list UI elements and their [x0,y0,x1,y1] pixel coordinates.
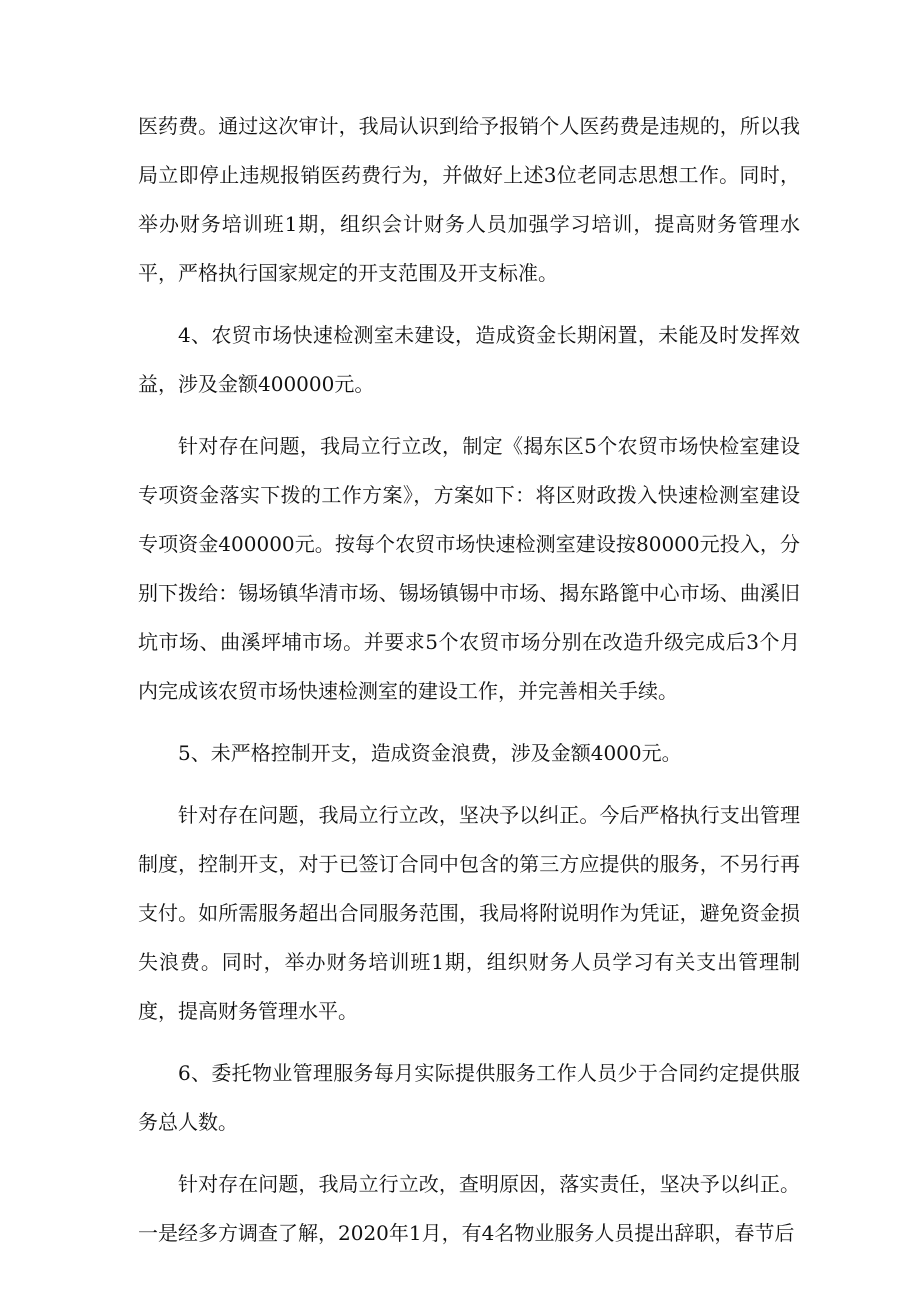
paragraph-item-5-rectification: 针对存在问题，我局立行立改，坚决予以纠正。今后严格执行支出管理制度，控制开支，对于已签订合同中包含的第三方应提供的服务，不另行再支付。如所需服务超出合同服务范围，我局将附说明作为凭证，避免资金损失浪费。同时，举办财务培训班1期，组织财务人员学习有关支出管理制度，提高财务管理水平。 [138,803,800,1023]
paragraph-item-5: 5、未严格控制开支，造成资金浪费，涉及金额4000元。 [178,741,682,765]
paragraph-item-6: 6、委托物业管理服务每月实际提供服务工作人员少于合同约定提供服务总人数。 [138,1061,800,1134]
paragraph-medical-expenses: 医药费。通过这次审计，我局认识到给予报销个人医药费是违规的，所以我局立即停止违规报销医药费行为，并做好上述3位老同志思想工作。同时，举办财务培训班1期，组织会计财务人员加强学习培训，提高财务管理水平，严格执行国家规定的开支范围及开支标准。 [138,114,800,285]
paragraph-item-6-rectification: 针对存在问题，我局立行立改，查明原因，落实责任，坚决予以纠正。一是经多方调查了解，2020年1月，有4名物业服务人员提出辞职，春节后 [138,1172,800,1245]
document-body [138,102,800,1271]
paragraph-item-4: 4、农贸市场快速检测室未建设，造成资金长期闲置，未能及时发挥效益，涉及金额400000元。 [138,323,800,396]
paragraph-item-4-rectification: 针对存在问题，我局立行立改，制定《揭东区5个农贸市场快检室建设专项资金落实下拨的工作方案》，方案如下：将区财政拨入快速检测室建设专项资金400000元。按每个农贸市场快速检测室建设按80000元投入，分别下拨给：锡场镇华清市场、锡场镇锡中市场、揭东路篦中心市场、曲溪旧坑市场、曲溪坪埔市场。并要求5个农贸市场分别在改造升级完成后3个月内完成该农贸市场快速检测室的建设工作，并完善相关手续。 [138,434,800,703]
